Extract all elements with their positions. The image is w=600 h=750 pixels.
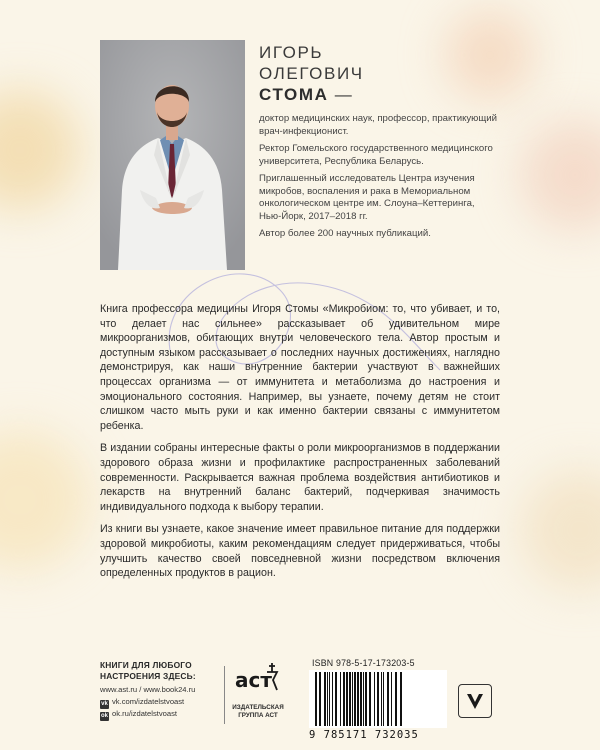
- barcode-bar: [315, 672, 317, 726]
- ok-link[interactable]: [100, 709, 177, 721]
- barcode-bar: [374, 672, 375, 726]
- cover-footer: [100, 660, 500, 740]
- barcode-bar: [381, 672, 382, 726]
- barcode-bar: [327, 672, 328, 726]
- bio-researcher: Приглашенный исследователь Центра изучения микробов, воспаления и рака в Мемориальном онкологическом центре им. Слоуна–Кеттеринга, Нью-Йорк, 2017–2018 гг.: [259, 173, 475, 222]
- barcode-bar: [352, 672, 353, 726]
- ast-logo-text: аст: [235, 668, 272, 692]
- ast-logo: [231, 660, 281, 700]
- barcode-bar: [357, 672, 359, 726]
- author-photo: [100, 40, 245, 270]
- barcode-bar: [395, 672, 397, 726]
- shop-websites[interactable]: www.ast.ru / www.book24.ru: [100, 685, 196, 694]
- barcode-digits: 9 785171 732035: [309, 729, 419, 741]
- book-description: [100, 302, 500, 589]
- barcode-bar: [360, 672, 362, 726]
- bio-degree: доктор медицинских наук, профессор, практикующий врач-инфекционист.: [259, 113, 497, 137]
- barcode-bar: [365, 672, 367, 726]
- barcode-bar: [400, 672, 402, 726]
- barcode-bar: [319, 672, 321, 726]
- barcode-bar: [346, 672, 348, 726]
- barcode: [309, 670, 447, 728]
- description-paragraph-3: Из книги вы узнаете, какое значение имеет правильное питание для поддержки здоровой микробиоты, каким рекомендациям следует придерживаться, чтобы улучшить качество своей повседневной жизни посредством включения определенных продуктов в рацион.: [100, 523, 500, 580]
- barcode-bar: [383, 672, 384, 726]
- barcode-bar: [349, 672, 351, 726]
- author-bio: [259, 113, 499, 241]
- v-publisher-logo: [458, 684, 492, 718]
- author-dash: —: [328, 85, 354, 104]
- v-logo-icon: [464, 690, 486, 712]
- barcode-bar: [340, 672, 341, 726]
- barcode-bar: [354, 672, 356, 726]
- bio-rector: Ректор Гомельского государственного медицинского университета, Республика Беларусь.: [259, 143, 493, 167]
- isbn-number: ISBN 978-5-17-173203-5: [312, 658, 415, 668]
- barcode-bar: [387, 672, 389, 726]
- author-last-name: СТОМА: [259, 85, 329, 104]
- vk-link[interactable]: [100, 697, 184, 709]
- publisher-label: ИЗДАТЕЛЬСКАЯ ГРУППА АСТ: [232, 704, 284, 719]
- barcode-bar: [391, 672, 392, 726]
- author-first-name: ИГОРЬ: [259, 43, 324, 62]
- barcode-bar: [335, 672, 337, 726]
- vk-link-text: vk.com/izdatelstvoast: [112, 697, 185, 706]
- description-paragraph-1: Книга профессора медицины Игоря Стомы «Микробиом: то, что убивает, и то, что делает нас сильнее» рассказывает об удивительном мире микроорганизмов, обитающих внутри человеческого тела. Автор простым и доступным языком рассказывает о последних научных достижениях, наглядно демонстрируя, как наши внутренние бактерии участвуют в важнейших процессах организма — от иммунитета и метаболизма до настроения и эмоционального состояния. Например, вы узнаете, почему детям не стоит слишком часто мыть руки и как именно бактерии связаны с иммунитетом ребенка.: [100, 303, 500, 432]
- barcode-bar: [363, 672, 364, 726]
- author-block: [259, 42, 499, 246]
- shops-title: КНИГИ ДЛЯ ЛЮБОГО НАСТРОЕНИЯ ЗДЕСЬ:: [100, 660, 196, 681]
- ok-link-text: ok.ru/izdatelstvoast: [112, 709, 177, 718]
- description-paragraph-2: В издании собраны интересные факты о роли микроорганизмов в поддержании здорового образа жизни и профилактике распространенных заболеваний современности. Раскрывается важная проблема воздействия антибиотиков и лекарств на внутренний баланс бактерий, подчеркивая значимость индивидуального подхода к выбору терапии.: [100, 442, 500, 513]
- barcode-bar: [343, 672, 345, 726]
- barcode-bar: [332, 672, 333, 726]
- barcode-bar: [329, 672, 330, 726]
- vk-icon: vk: [101, 701, 108, 707]
- bio-publications: Автор более 200 научных публикаций.: [259, 228, 431, 239]
- barcode-bar: [369, 672, 371, 726]
- barcode-bar: [377, 672, 379, 726]
- ok-icon: ok: [100, 713, 108, 719]
- author-patronymic: ОЛЕГОВИЧ: [259, 64, 364, 83]
- barcode-bar: [324, 672, 326, 726]
